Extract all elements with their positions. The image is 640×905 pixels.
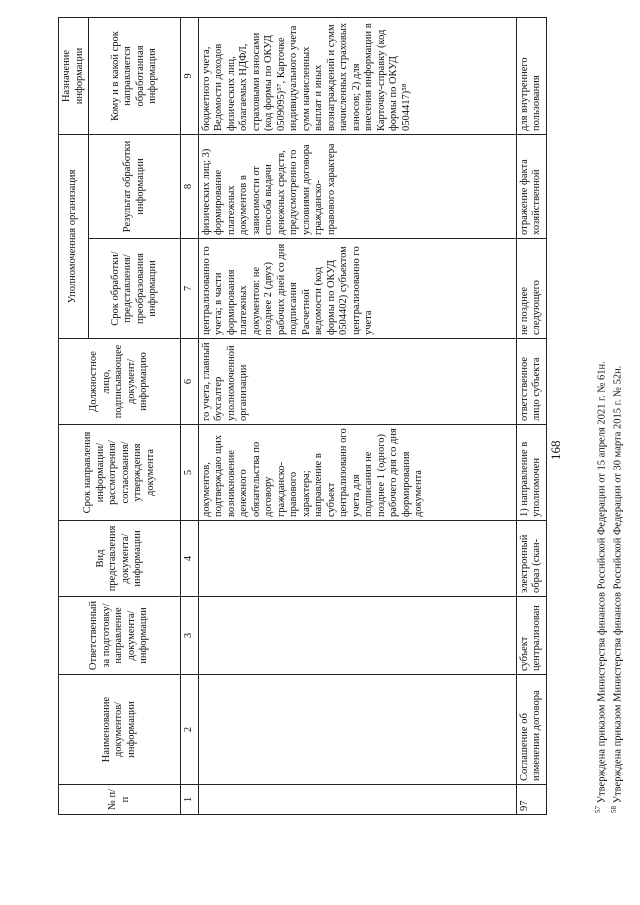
footnote: $^{57}$ Утверждена приказом Министерства финансов Российской Федерации от 15 апреля 2021 г. № 61н. xyxy=(594,361,608,813)
cell-num: 97 xyxy=(516,785,546,815)
table-row xyxy=(516,18,546,815)
header-group-org: Уполномоченная организация xyxy=(59,135,89,339)
cell-result: отражение факта хозяйственной xyxy=(516,135,546,239)
header-responsible: Ответственный за подготовку/ направление документа/ информации xyxy=(59,597,181,675)
column-number-row xyxy=(181,18,199,815)
header-num: № п/п xyxy=(59,785,181,815)
col-number: 5 xyxy=(181,425,199,521)
table-row xyxy=(198,18,516,815)
cell-result: физических лиц; 3) формирование платежных документов в зависимости от способа выдачи денежных средств, предусмотренно го условиями договора гражданско-правового характера xyxy=(198,135,516,239)
document-table xyxy=(58,17,547,815)
header-signer: Должностное лицо, подписывающее документ/ информацию xyxy=(59,339,181,425)
cell-destination: для внутреннего пользования xyxy=(516,18,546,135)
header-kind: Вид представления документа/ информации xyxy=(59,521,181,597)
cell-term: документов, подтверждаю щих возникновение денежного обязательства по договору гражданско-правового характера; направление в субъект централизованн ого учета для подписания не позднее 1 (одного) рабочего дня со дня формирования документа xyxy=(198,425,516,521)
header-result: Результат обработки информации xyxy=(89,135,181,239)
col-number: 1 xyxy=(181,785,199,815)
cell-signer: ответственное лицо субъекта xyxy=(516,339,546,425)
col-number: 7 xyxy=(181,239,199,339)
cell-term: 1) направление в уполномочен xyxy=(516,425,546,521)
header-name: Наименование документов/ информации xyxy=(59,675,181,785)
cell-name: Соглашение об изменении договора xyxy=(516,675,546,785)
header-row-groups xyxy=(59,18,89,815)
col-number: 4 xyxy=(181,521,199,597)
cell-destination: бюджетного учета, Ведомости доходов физических лиц, облагаемых НДФЛ, страховыми взносами (код формы по ОКУД 0509095)⁵⁷, Карточке индивидуального учета сумм начисленных выплат и иных вознаграждений и сумм начисленных страховых взносов; 2) для внесения информации в Карточку-справку (код формы по ОКУД 0504417)⁵⁸ xyxy=(198,18,516,135)
header-destination: Кому и в какой срок направляется обработанная информация xyxy=(89,18,181,135)
footnote: $^{58}$ Утверждена приказом Министерства финансов Российской Федерации от 30 марта 2015 г. № 52н. xyxy=(610,365,624,813)
header-processing: Срок обработки/ представления/ преобразования информации xyxy=(89,239,181,339)
cell-signer: го учета, главный бухгалтер уполномоченной организации xyxy=(198,339,516,425)
cell-kind: электронный образ (скан- xyxy=(516,521,546,597)
cell-processing: не позднее следующего xyxy=(516,239,546,339)
page-number: 168 xyxy=(548,440,563,460)
cell-responsible: субъект централизован xyxy=(516,597,546,675)
col-number: 9 xyxy=(181,18,199,135)
header-group-purpose: Назначение информации xyxy=(59,18,89,135)
col-number: 2 xyxy=(181,675,199,785)
col-number: 6 xyxy=(181,339,199,425)
cell-processing: централизованно го учета; в части формирования платежных документов: не позднее 2 (двух) рабочих дней со дня подписания Расчетной ведомости (код формы по ОКУД 0504402) субъектом централизованно го учета xyxy=(198,239,516,339)
header-term: Срок направления информации/ рассмотрения/ согласования/ утверждения документа xyxy=(59,425,181,521)
col-number: 3 xyxy=(181,597,199,675)
col-number: 8 xyxy=(181,135,199,239)
